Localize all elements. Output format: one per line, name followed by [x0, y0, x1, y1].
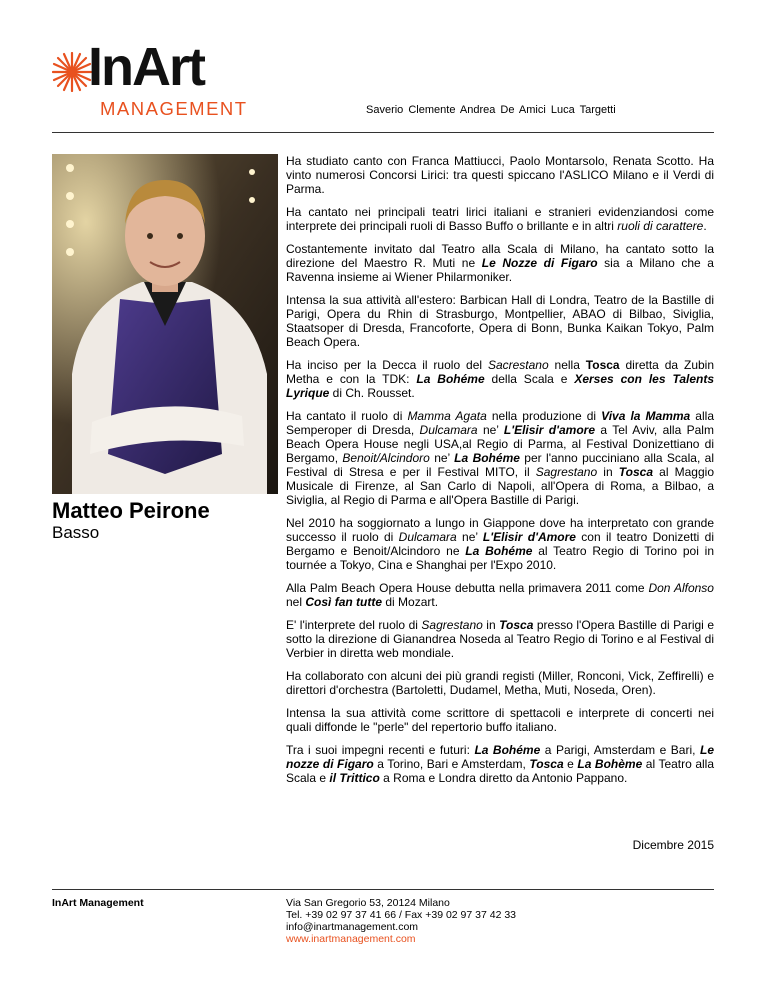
bio-text: Ha studiato canto con Franca Mattiucci, Paolo Montarsolo, Renata Scotto. Ha vinto numerosi Concorsi Lirici: tra questi spiccano l'ASLICO Milano e il Verdi di Parma. [286, 154, 714, 196]
bio-emphasis: Xerses con les Talents Lyrique [286, 372, 715, 400]
bio-text: diretta da Zubin Metha e con la TDK: [286, 358, 715, 386]
bio-text: di Ch. Rousset. [329, 386, 415, 400]
bio-emphasis: La Bohéme [465, 544, 533, 558]
bio-text: al Teatro Regio di Torino poi in tournée a Tokyo, Cina e Shanghai per l'Expo 2010. [286, 544, 715, 572]
bio-text: . [703, 219, 707, 233]
bio-paragraph [286, 358, 714, 400]
bio-emphasis: Tosca [499, 618, 534, 632]
bio-emphasis: Don Alfonso [648, 581, 714, 595]
document-date: Dicembre 2015 [632, 838, 714, 852]
artist-name: Matteo Peirone [52, 498, 210, 523]
bio-emphasis: Mamma Agata [407, 409, 487, 423]
bio-text: Tra i suoi impegni recenti e futuri: [286, 743, 475, 757]
bio-text: ne’ [477, 423, 504, 437]
bio-text: Nel 2010 ha soggiornato a lungo in Giappone dove ha interpretato con grande successo il ruolo di [286, 516, 714, 544]
bio-text: a Tel Aviv, alla Palm Beach Opera House negli USA,al Regio di Parma, al Festival Donizettiano di Bergamo, [286, 423, 714, 465]
bio-emphasis: Tosca [529, 757, 564, 771]
bio-text: per l'anno pucciniano alla Scala, al Festival di Stresa e per il Festival MITO, il [286, 451, 715, 479]
bio-paragraph [286, 293, 714, 349]
bio-text: ne’ [456, 530, 483, 544]
footer-divider [52, 889, 714, 890]
bio-emphasis: Dulcamara [398, 530, 457, 544]
bio-text: nella [548, 358, 586, 372]
bio-emphasis: Le Nozze di Figaro [481, 256, 598, 270]
bio-text: al Teatro alla Scala e [286, 757, 715, 785]
bio-emphasis: Sacrestano [487, 358, 549, 372]
bio-text: nel [286, 595, 306, 609]
bio-text: Intensa la sua attività all'estero: Barbican Hall di Londra, Teatro de la Bastille di Parigi, Opera du Rhin di Strasburgo, Montpellier, ABAO di Bilbao, Siviglia, Staatsoper di Dresda, Francoforte, Opera di Bonn, Bunka Kaikan Tokyo, Palm Beach Opera. [286, 293, 714, 349]
biography [286, 154, 714, 794]
bio-text: in [597, 465, 619, 479]
bio-emphasis: ruoli di carattere [617, 219, 704, 233]
bio-text: E' l'interprete del ruolo di [286, 618, 422, 632]
bio-text: Ha cantato il ruolo di [286, 409, 408, 423]
bio-text: alla Semperoper di Dresda, [286, 409, 714, 437]
bio-text: sia a Milano che a Ravenna insieme ai Wiener Philarmoniker. [286, 256, 714, 284]
artist-photo [52, 154, 278, 494]
bio-emphasis: Le nozze di Figaro [286, 743, 714, 771]
bio-text: Ha inciso per la Decca il ruolo del [286, 358, 488, 372]
bio-paragraph [286, 516, 714, 572]
bio-emphasis: La Bohéme [416, 372, 485, 386]
header-divider [52, 132, 714, 133]
bio-paragraph [286, 669, 714, 697]
inart-logo [52, 37, 272, 126]
logo-wordmark: InArt [88, 37, 204, 97]
bio-text: Intensa la sua attività come scrittore di spettacoli e interprete di concerti nei quali diffonde le "perle" del repertorio buffo italiano. [286, 706, 714, 734]
bio-emphasis: L'Elisir d'amore [503, 423, 596, 437]
bio-text: di Mozart. [382, 595, 439, 609]
bio-emphasis: il Trittico [329, 771, 380, 785]
bio-emphasis: Sagrestano [421, 618, 483, 632]
bio-emphasis: L'Elisir d'Amore [482, 530, 576, 544]
logo-subtitle: MANAGEMENT [100, 98, 248, 119]
artist-voice-type: Basso [52, 523, 100, 542]
bio-emphasis: Viva la Mamma [601, 409, 691, 423]
management-team: Saverio Clemente Andrea De Amici Luca Targetti [366, 104, 616, 116]
footer-email[interactable]: info@inartmanagement.com [286, 921, 419, 933]
bio-text: con il teatro Donizetti di Bergamo e Benoit/Alcindoro ne [286, 530, 714, 558]
bio-text: Ha cantato nei principali teatri lirici italiani e stranieri evidenziandosi come interprete dei principali ruoli di Basso Buffo o brillante e in altri [286, 205, 714, 233]
bio-paragraph [286, 242, 714, 284]
bio-emphasis: La Bohéme [474, 743, 541, 757]
bio-emphasis: Benoit/Alcindoro [342, 451, 430, 465]
bio-emphasis: La Bohème [577, 757, 643, 771]
footer-website-link[interactable]: www.inartmanagement.com [286, 933, 416, 945]
bio-text: Costantemente invitato dal Teatro alla Scala di Milano, ha cantato sotto la direzione del Maestro R. Muti ne [286, 242, 714, 270]
bio-text: a Parigi, Amsterdam e Bari, [540, 743, 700, 757]
footer-contact [286, 897, 516, 945]
bio-text: ne’ [429, 451, 455, 465]
bio-emphasis: Tosca [618, 465, 654, 479]
bio-text: Ha collaborato con alcuni dei più grandi registi (Miller, Ronconi, Vick, Zeffirelli) e direttori d'orchestra (Bartoletti, Dudamel, Metha, Muti, Noseda, Oren). [286, 669, 714, 697]
bio-paragraph [286, 581, 714, 609]
bio-text: presso l'Opera Bastille di Parigi e sotto la direzione di Gianandrea Noseda al Teatro Regio di Torino e al Festival di Verbier in diretta web mondiale. [286, 618, 714, 660]
bio-emphasis: Sagrestano [535, 465, 598, 479]
bio-text: a Torino, Bari e Amsterdam, [373, 757, 530, 771]
bio-emphasis: La Bohéme [454, 451, 520, 465]
bio-emphasis: Così fan tutte [305, 595, 383, 609]
footer-company: InArt Management [52, 897, 144, 909]
footer-phone: Tel. +39 02 97 37 41 66 / Fax +39 02 97 37 42 33 [286, 909, 517, 921]
bio-text: a Roma e Londra diretto da Antonio Pappano. [379, 771, 628, 785]
bio-text: in [482, 618, 500, 632]
bio-text: e [563, 757, 578, 771]
bio-text: nella produzione di [486, 409, 602, 423]
bio-text: Alla Palm Beach Opera House debutta nella primavera 2011 come [286, 581, 649, 595]
bio-paragraph [286, 743, 714, 785]
footer-address: Via San Gregorio 53, 20124 Milano [286, 897, 450, 909]
bio-paragraph [286, 706, 714, 734]
bio-paragraph [286, 409, 714, 507]
bio-emphasis: Dulcamara [419, 423, 478, 437]
bio-paragraph [286, 205, 714, 233]
bio-text: al Maggio Musicale di Firenze, al San Carlo di Napoli, all'Opera di Roma, a Bilbao, a Siviglia, al Regio di Parma e all'Opera Bastille di Parigi. [286, 465, 714, 507]
star-icon [52, 52, 92, 92]
bio-paragraph [286, 618, 714, 660]
bio-emphasis: Tosca [585, 358, 620, 372]
bio-text: della Scala e [484, 372, 575, 386]
bio-paragraph [286, 154, 714, 196]
